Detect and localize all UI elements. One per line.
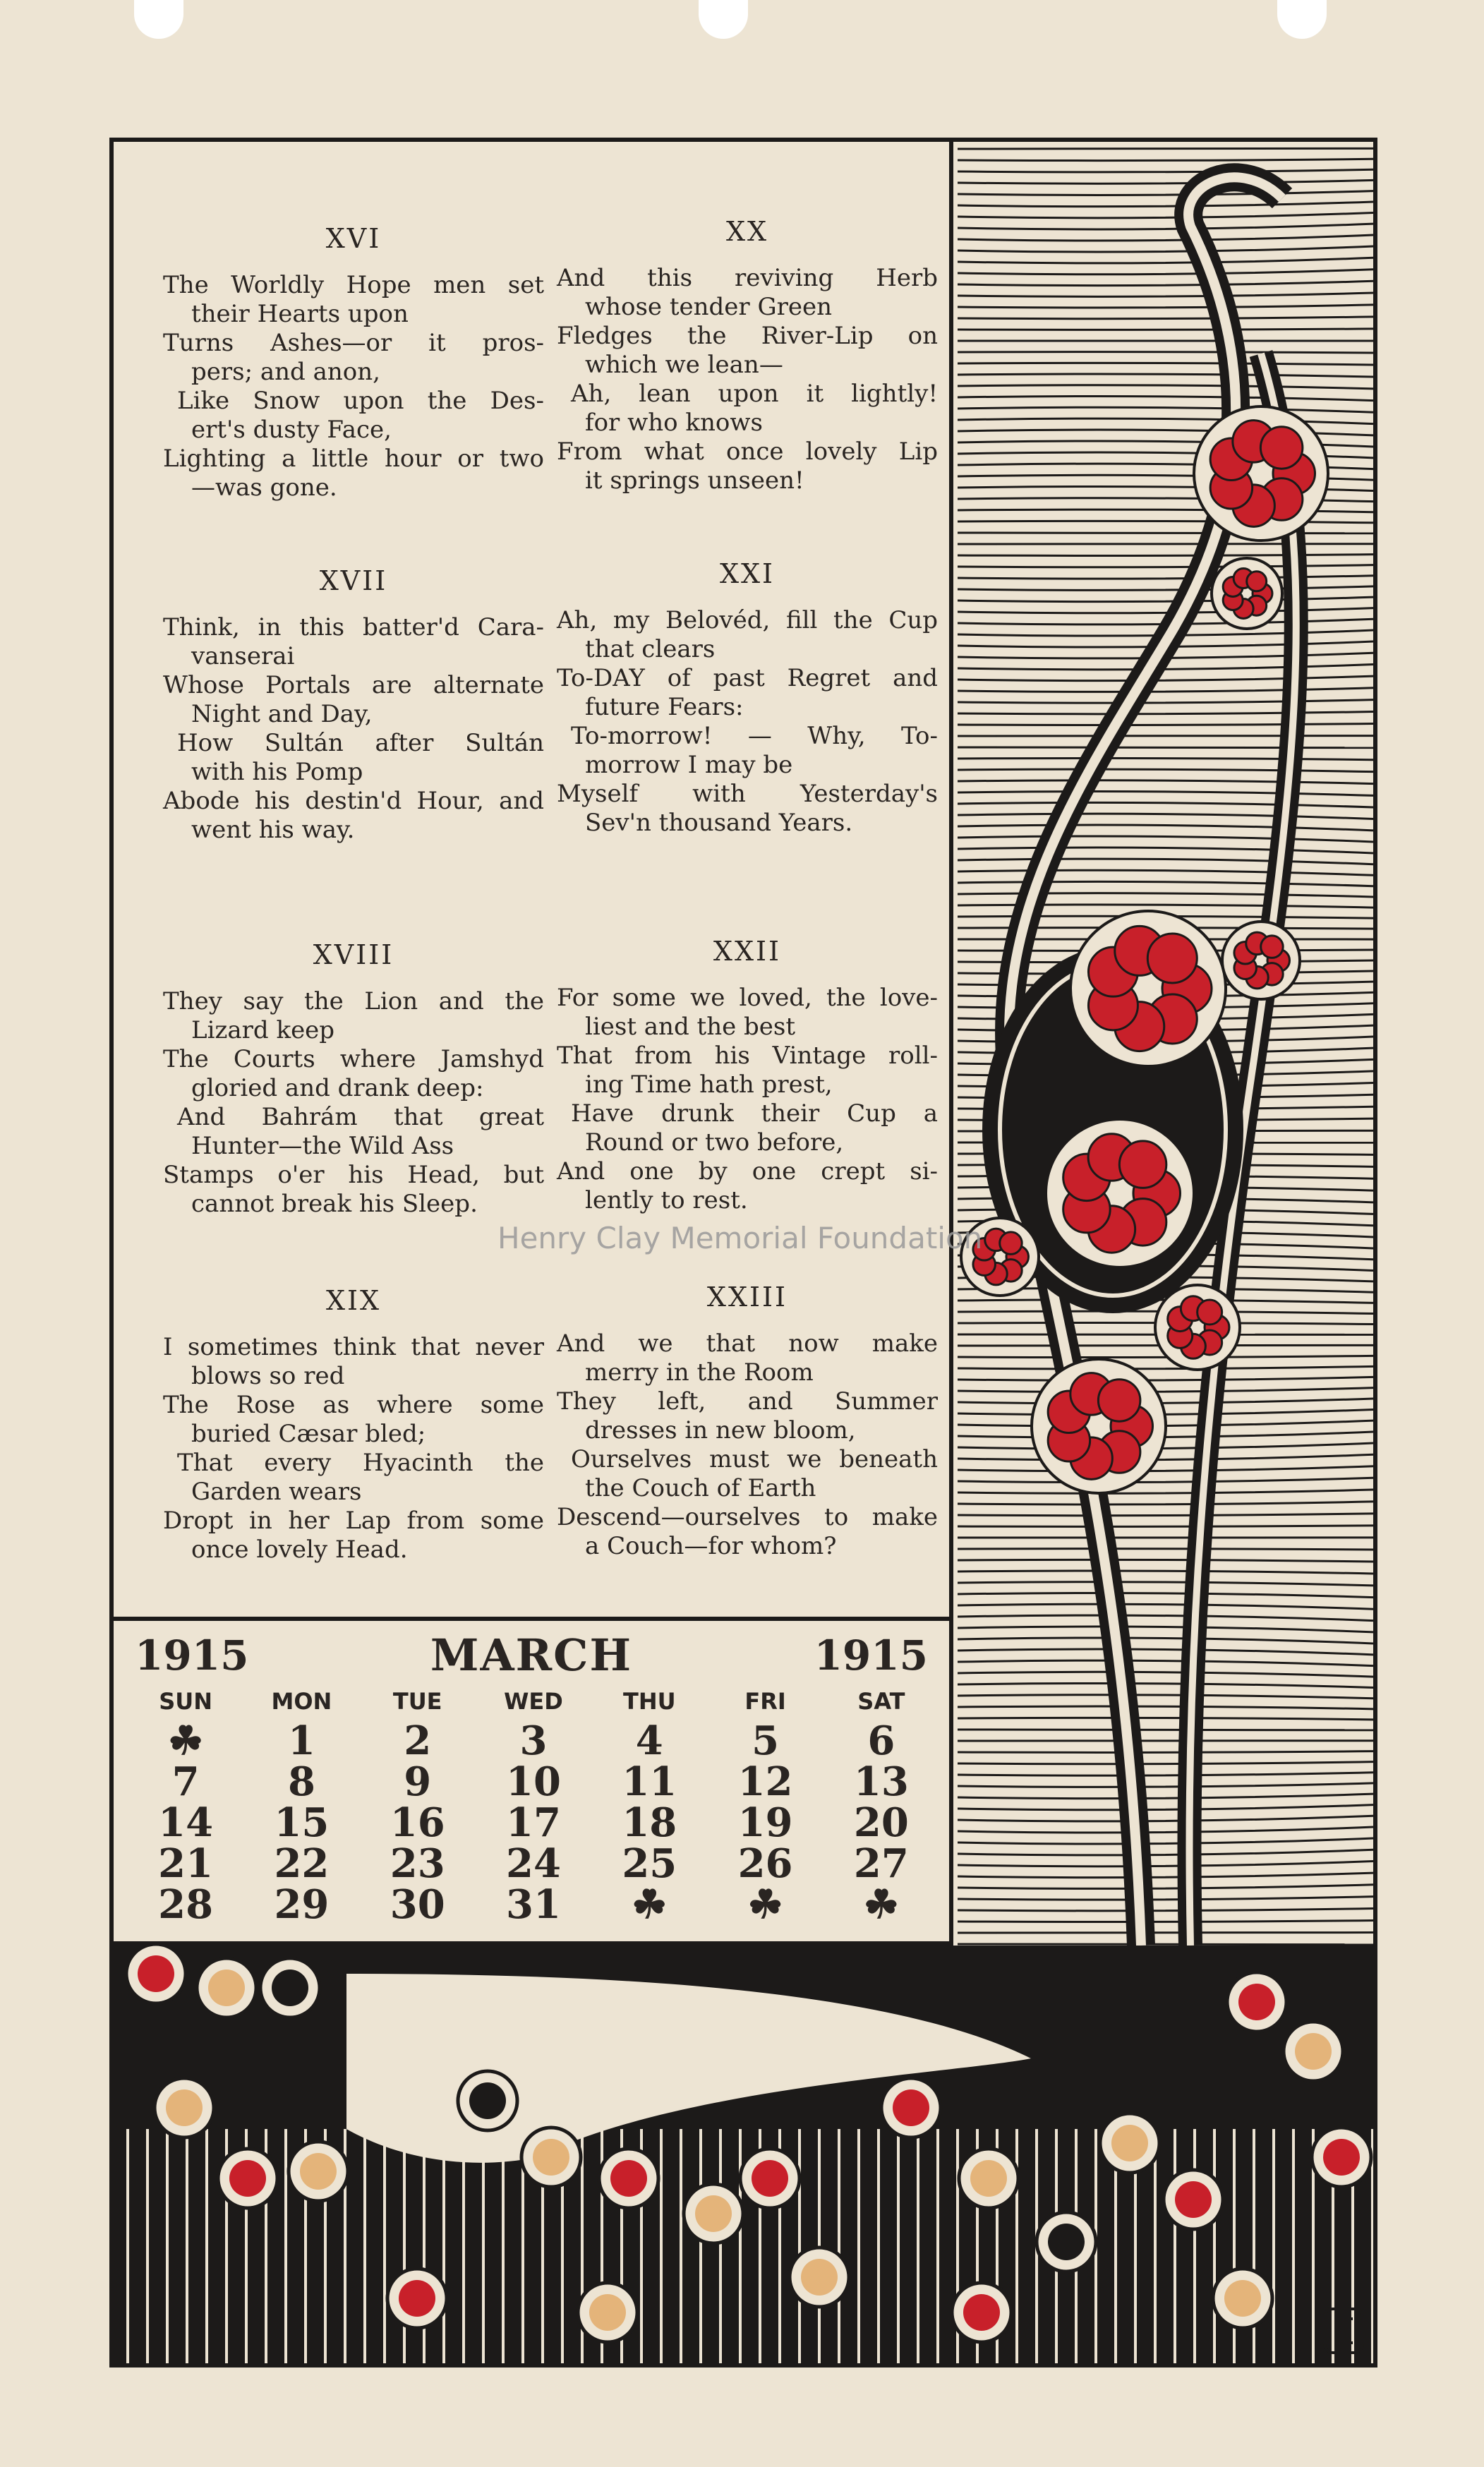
stanza-line: I sometimes think that never <box>163 1333 544 1361</box>
stanza-line: merry in the Room <box>585 1358 814 1387</box>
calendar-day: 24 <box>506 1840 561 1887</box>
stanza-line: And Bahrám that great <box>177 1103 544 1131</box>
calendar-day: 12 <box>737 1759 793 1805</box>
weekday-header: SAT <box>857 1688 905 1715</box>
stanza-line: How Sultán after Sultán <box>177 729 544 757</box>
stanza-numeral: XX <box>725 216 769 247</box>
stanza-line: whose tender Green <box>585 293 833 321</box>
stanza-line: pers; and anon, <box>191 358 380 386</box>
stanza <box>557 216 938 495</box>
stanza-line: Think, in this batter'd Cara- <box>163 613 544 641</box>
stanza-numeral: XXII <box>713 936 782 967</box>
stanza-line: it springs unseen! <box>585 466 804 495</box>
stanza-numeral: XXIII <box>706 1281 788 1313</box>
calendar-month: MARCH <box>430 1629 633 1681</box>
stanza-line: liest and the best <box>585 1013 796 1041</box>
stanza-numeral: XVII <box>319 565 388 596</box>
stanza-line: Garden wears <box>191 1478 362 1506</box>
stanza-line: buried Cæsar bled; <box>191 1420 426 1448</box>
stanza-numeral: XVI <box>325 223 382 254</box>
stanza <box>163 1285 544 1564</box>
watermark: Henry Clay Memorial Foundation <box>497 1221 983 1255</box>
stanza-line: Lighting a little hour or two <box>163 445 544 473</box>
calendar-day: 10 <box>506 1759 561 1805</box>
punch-hole <box>134 0 183 39</box>
calendar-day: 15 <box>274 1799 330 1846</box>
stanza-line: future Fears: <box>585 693 744 721</box>
calendar-year-right: 1915 <box>814 1631 928 1679</box>
calendar-day: 14 <box>158 1799 214 1846</box>
calendar-day: 5 <box>752 1718 780 1764</box>
punch-hole <box>699 0 748 39</box>
stanza-line: the Couch of Earth <box>585 1474 816 1502</box>
calendar-day: 29 <box>274 1881 330 1928</box>
stanza-line: cannot break his Sleep. <box>191 1190 478 1218</box>
calendar-day: 16 <box>390 1799 445 1846</box>
stanza-line: The Worldly Hope men set <box>163 271 544 299</box>
calendar-grid <box>128 1688 939 1928</box>
stanza-numeral: XIX <box>325 1285 382 1316</box>
stanza-line: Night and Day, <box>191 700 373 728</box>
stanza-line: went his way. <box>191 816 355 844</box>
stanza-line: Lizard keep <box>191 1016 335 1044</box>
calendar-day: 6 <box>867 1718 895 1764</box>
calendar-day: 23 <box>390 1840 445 1887</box>
stanza-line: That every Hyacinth the <box>177 1449 544 1477</box>
calendar-day: 17 <box>506 1799 561 1846</box>
calendar-day: 4 <box>635 1718 663 1764</box>
stanza <box>163 939 544 1219</box>
stanza-line: Ah, lean upon it lightly! <box>571 380 938 408</box>
weekday-header: FRI <box>744 1688 786 1715</box>
stanza-line: Ourselves must we beneath <box>571 1445 938 1473</box>
punch-hole <box>1277 0 1327 39</box>
stanza-line: lently to rest. <box>585 1186 748 1214</box>
stanza-line: which we lean— <box>585 351 783 379</box>
stanza-line: And we that now make <box>557 1329 938 1358</box>
calendar-day: 1 <box>287 1718 315 1764</box>
stanza-line: Fledges the River-Lip on <box>557 322 938 350</box>
calendar-day: 2 <box>404 1718 432 1764</box>
calendar-day: 30 <box>390 1881 445 1928</box>
stanza-line: And this reviving Herb <box>557 264 938 292</box>
stanza-line: They say the Lion and the <box>163 987 544 1015</box>
stanza-line: From what once lovely Lip <box>557 438 938 466</box>
calendar-day: 13 <box>853 1759 909 1805</box>
flower-border-illustration <box>114 1946 1373 2363</box>
stanza-line: morrow I may be <box>585 751 793 779</box>
weekday-header: TUE <box>392 1688 442 1715</box>
calendar-day: 21 <box>158 1840 214 1887</box>
weekday-header: MON <box>271 1688 332 1715</box>
leaf-ornament-icon: ☘ <box>632 1881 668 1928</box>
leaf-ornament-icon: ☘ <box>747 1881 783 1928</box>
stanza-line: Like Snow upon the Des- <box>177 387 544 415</box>
stanza <box>557 1281 938 1561</box>
stanza-line: Stamps o'er his Head, but <box>163 1161 544 1189</box>
stanza-line: —was gone. <box>191 474 337 502</box>
poem-panel <box>114 142 953 1621</box>
stanza-line: that clears <box>585 635 716 663</box>
stanza-line: gloried and drank deep: <box>191 1074 484 1102</box>
stanza-line: To-morrow! — Why, To- <box>571 722 938 750</box>
stanza-line: with his Pomp <box>191 758 363 786</box>
stanza <box>163 223 544 502</box>
calendar-day: 7 <box>171 1759 200 1805</box>
stanza-line: their Hearts upon <box>191 300 409 328</box>
march-calendar <box>114 1621 953 1946</box>
stanza-line: ing Time hath prest, <box>585 1070 833 1099</box>
stanza-line: That from his Vintage roll- <box>557 1042 938 1070</box>
stanza <box>557 558 938 838</box>
stanza-line: once lovely Head. <box>191 1536 408 1564</box>
art-nouveau-floral-illustration <box>958 142 1373 1946</box>
calendar-day: 22 <box>274 1840 330 1887</box>
calendar-year-left: 1915 <box>135 1631 249 1679</box>
stanza-line: Descend—ourselves to make <box>557 1503 938 1531</box>
calendar-day: 8 <box>287 1759 315 1805</box>
stanza-line: Whose Portals are alternate <box>163 671 544 699</box>
stanza-line: blows so red <box>191 1362 345 1390</box>
calendar-day: 25 <box>622 1840 677 1887</box>
calendar-day: 28 <box>158 1881 214 1928</box>
stanza-line: for who knows <box>585 409 763 437</box>
stanza-line: For some we loved, the love- <box>557 984 938 1012</box>
stanza-line: a Couch—for whom? <box>585 1532 837 1560</box>
stanza-line: Ah, my Belovéd, fill the Cup <box>557 606 938 634</box>
stanza-line: Abode his destin'd Hour, and <box>163 787 544 815</box>
stanza <box>557 936 938 1215</box>
stanza-line: And one by one crept si- <box>557 1157 938 1186</box>
stanza-line: Dropt in her Lap from some <box>163 1507 544 1535</box>
stanza-line: Sev'n thousand Years. <box>585 809 853 837</box>
calendar-day: 19 <box>737 1799 793 1846</box>
weekday-header: WED <box>504 1688 563 1715</box>
calendar-day: 20 <box>853 1799 909 1846</box>
leaf-ornament-icon: ☘ <box>863 1881 899 1928</box>
stanza-line: To-DAY of past Regret and <box>557 664 938 692</box>
stanza <box>163 565 544 845</box>
calendar-day: 11 <box>622 1759 677 1805</box>
calendar-day: 3 <box>519 1718 548 1764</box>
weekday-header: THU <box>622 1688 676 1715</box>
weekday-header: SUN <box>159 1688 213 1715</box>
stanza-line: Turns Ashes—or it pros- <box>163 329 544 357</box>
calendar-day: 27 <box>853 1840 909 1887</box>
stanza-line: Have drunk their Cup a <box>571 1099 938 1128</box>
stanza-line: Myself with Yesterday's <box>557 780 938 808</box>
stanza-numeral: XVIII <box>313 939 394 970</box>
stanza-line: Hunter—the Wild Ass <box>191 1132 454 1160</box>
stanza-line: The Courts where Jamshyd <box>163 1045 544 1073</box>
stanza-line: dresses in new bloom, <box>585 1416 856 1444</box>
artist-monogram <box>1323 2308 1364 2354</box>
calendar-day: 9 <box>404 1759 432 1805</box>
calendar-day: 18 <box>622 1799 677 1846</box>
leaf-ornament-icon: ☘ <box>168 1718 204 1764</box>
stanza-line: ert's dusty Face, <box>191 416 392 444</box>
stanza-line: They left, and Summer <box>557 1387 938 1416</box>
calendar-day: 31 <box>506 1881 561 1928</box>
stanza-line: vanserai <box>191 642 295 670</box>
stanza-line: Round or two before, <box>585 1128 844 1157</box>
stanza-numeral: XXI <box>719 558 776 589</box>
stanza-line: The Rose as where some <box>163 1391 544 1419</box>
calendar-day: 26 <box>737 1840 793 1887</box>
